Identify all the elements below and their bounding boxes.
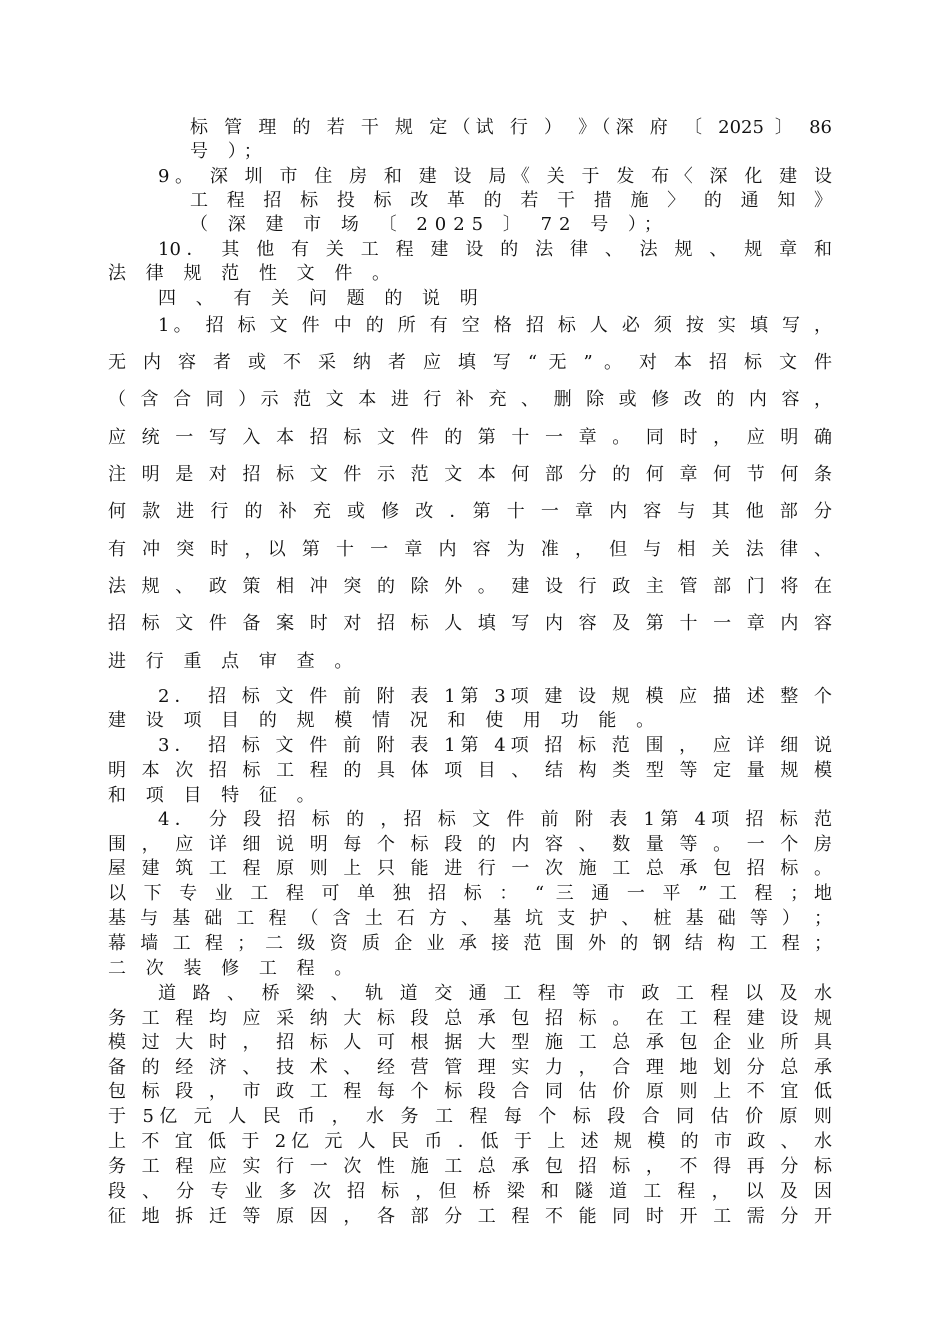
text-line: 标 管 理 的 若 干 规 定（试 行 ） 》（深 府 〔 2025 〕 86 [190, 117, 832, 138]
text-line: 备 的 经 济 、 技 术 、 经 营 管 理 实 力 ， 合 理 地 划 分 总 承 [108, 1057, 832, 1078]
text-line: 进 行 重 点 审 查 。 [108, 651, 360, 672]
text-line: 招 标 文 件 备 案 时 对 招 标 人 填 写 内 容 及 第 十 一 章 内 容 [108, 613, 832, 634]
text-line: 幕 墙 工 程 ； 二 级 资 质 企 业 承 接 范 围 外 的 钢 结 构 工 程 ； [108, 933, 832, 954]
text-line: 于 5亿 元 人 民 币 ， 水 务 工 程 每 个 标 段 合 同 估 价 原 则 [108, 1106, 832, 1127]
text-line: 明 本 次 招 标 工 程 的 具 体 项 目 、 结 构 类 型 等 定 量 规 模 [108, 760, 832, 781]
text-line: 四 、 有 关 问 题 的 说 明 [158, 288, 485, 309]
text-line: 4． 分 段 招 标 的 ，招 标 文 件 前 附 表 1第 4项 招 标 范 [158, 809, 832, 830]
text-line: 包 标 段 ， 市 政 工 程 每 个 标 段 合 同 估 价 原 则 上 不 宜 低 [108, 1081, 832, 1102]
text-line: （ 深 建 市 场 〔 2025 〕 72 号 ）； [190, 214, 669, 235]
text-line: 模 过 大 时 ， 招 标 人 可 根 据 大 型 施 工 总 承 包 企 业 所 具 [108, 1032, 832, 1053]
text-line: 3． 招 标 文 件 前 附 表 1第 4项 招 标 范 围 ， 应 详 细 说 [158, 735, 832, 756]
text-line: 二 次 装 修 工 程 。 [108, 958, 360, 979]
text-line: 以 下 专 业 工 程 可 单 独 招 标 ： “ 三 通 一 平 ” 工 程 ；地 [108, 883, 832, 904]
text-line: 法 律 规 范 性 文 件 。 [108, 263, 398, 284]
text-line: 工 程 招 标 投 标 改 革 的 若 干 措 施 〉 的 通 知 》 [190, 190, 832, 211]
text-line: （ 含 合 同 ）示 范 文 本 进 行 补 充 、 删 除 或 修 改 的 内 容 ， [108, 389, 832, 410]
text-line: 围 ， 应 详 细 说 明 每 个 标 段 的 内 容 、 数 量 等 。 一 个 房 [108, 834, 832, 855]
text-line: 基 与 基 础 工 程 （ 含 土 石 方 、 基 坑 支 护 、 桩 基 础 等 ） ； [108, 908, 832, 929]
text-line: 有 冲 突 时 ，以 第 十 一 章 内 容 为 准 ， 但 与 相 关 法 律 、 [108, 539, 832, 560]
text-line: 注 明 是 对 招 标 文 件 示 范 文 本 何 部 分 的 何 章 何 节 何 条 [108, 464, 832, 485]
text-line: 号 ）； [190, 141, 269, 162]
text-line: 务 工 程 应 实 行 一 次 性 施 工 总 承 包 招 标 ， 不 得 再 分 标 [108, 1156, 832, 1177]
text-line: 和 项 目 特 征 。 [108, 785, 322, 806]
text-line: 务 工 程 均 应 采 纳 大 标 段 总 承 包 招 标 。 在 工 程 建 设 规 [108, 1008, 832, 1029]
text-line: 9。 深 圳 市 住 房 和 建 设 局《 关 于 发 布〈 深 化 建 设 [158, 166, 832, 187]
text-line: 道 路 、 桥 梁 、 轨 道 交 通 工 程 等 市 政 工 程 以 及 水 [158, 983, 832, 1004]
text-line: 10． 其 他 有 关 工 程 建 设 的 法 律 、 法 规 、 规 章 和 [158, 239, 832, 260]
text-line: 征 地 拆 迁 等 原 因 ， 各 部 分 工 程 不 能 同 时 开 工 需 分 开 [108, 1206, 832, 1227]
text-line: 应 统 一 写 入 本 招 标 文 件 的 第 十 一 章 。 同 时 ， 应 明 确 [108, 427, 832, 448]
text-line: 建 设 项 目 的 规 模 情 况 和 使 用 功 能 。 [108, 710, 662, 731]
text-line: 上 不 宜 低 于 2亿 元 人 民 币 ．低 于 上 述 规 模 的 市 政 、 水 [108, 1131, 832, 1152]
text-line: 1。 招 标 文 件 中 的 所 有 空 格 招 标 人 必 须 按 实 填 写 ， [158, 315, 832, 336]
text-line: 段 、 分 专 业 多 次 招 标 ，但 桥 梁 和 隧 道 工 程 ， 以 及 因 [108, 1181, 832, 1202]
text-line: 何 款 进 行 的 补 充 或 修 改 ．第 十 一 章 内 容 与 其 他 部 分 [108, 501, 832, 522]
text-line: 屋 建 筑 工 程 原 则 上 只 能 进 行 一 次 施 工 总 承 包 招 标 。 [108, 858, 832, 879]
text-line: 无 内 容 者 或 不 采 纳 者 应 填 写 “ 无 ” 。 对 本 招 标 文 件 [108, 352, 832, 373]
text-line: 法 规 、 政 策 相 冲 突 的 除 外 。 建 设 行 政 主 管 部 门 将 在 [108, 576, 832, 597]
text-line: 2． 招 标 文 件 前 附 表 1第 3项 建 设 规 模 应 描 述 整 个 [158, 686, 832, 707]
